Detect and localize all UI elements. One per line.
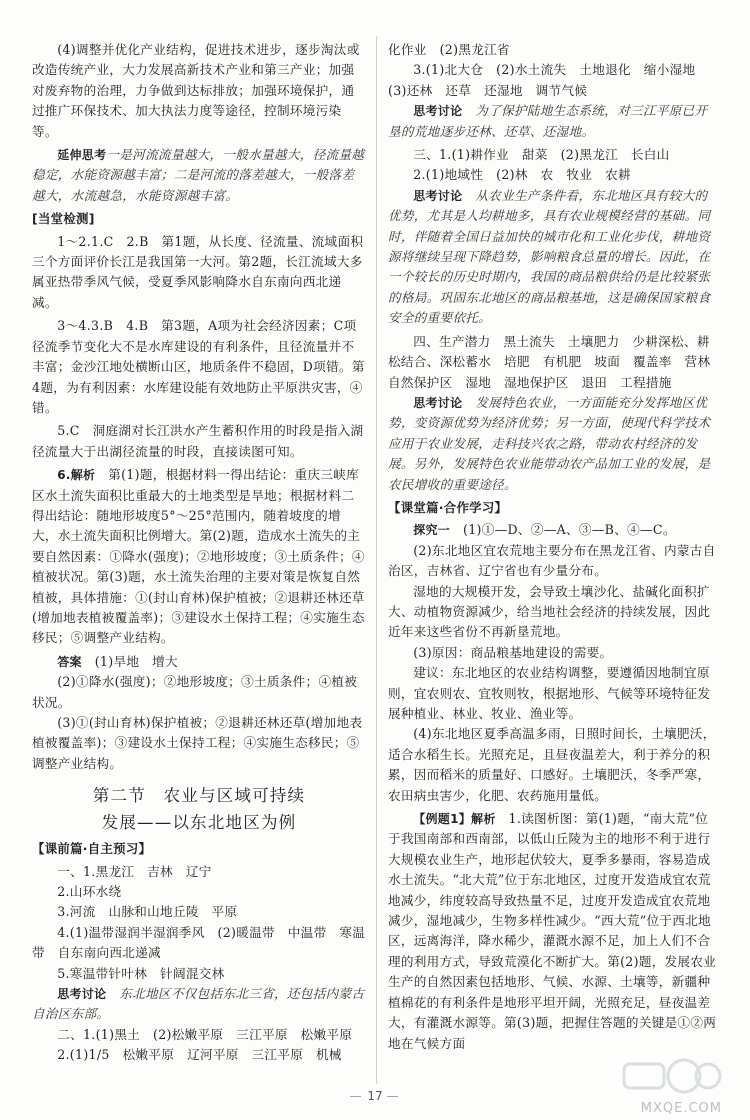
pre-class-heading: 【课前篇·自主预习】 xyxy=(32,841,152,857)
section-class-check: [当堂检测] xyxy=(32,211,95,227)
extended-thinking-label: 延伸思考 xyxy=(57,148,107,163)
think-discuss-2-text: 为了保护陆地生态系统，对三江平原已开垦的荒地逐步还林、还草、还湿地。 xyxy=(388,103,708,139)
right-column xyxy=(388,40,724,1078)
think-discuss-3-label: 思考讨论 xyxy=(413,188,463,203)
answer-b1: 二、1.(1)黑土 (2)松嫩平原 三江平原 松嫩平原 xyxy=(57,1026,353,1042)
think-discuss-4-text: 发展特色农业，一方面能充分发挥地区优势，变资源优势为经济优势；另一方面，使现代科学技术应用于农业发展，走科技兴农之路，带动农村经济的发展。另外，发展特色农业能带动农产品加工业的发展，是农民增收的重要途径。 xyxy=(388,394,711,492)
page-number: — 17 — xyxy=(349,1089,401,1103)
think-discuss-4-label: 思考讨论 xyxy=(413,395,463,410)
column-divider xyxy=(376,36,377,1084)
explore-e2b: 湿地的大规模开发，会导致土壤沙化、盐碱化面积扩大、动植物资源减少，给当地社会经济的持续发展，因此近年来这些省份不再新垦荒地。 xyxy=(388,583,711,640)
answer-q6-result-1 xyxy=(32,652,366,672)
answer-c2: 2.(1)地域性 (2)林 农 牧业 农耕 xyxy=(413,167,631,183)
think-discuss-4 xyxy=(388,393,720,495)
think-discuss-1-text: 东北地区不仅包括东北三省，还包括内蒙古自治区东部。 xyxy=(32,986,365,1022)
answer-q6-result-3: (3)①(封山育林)保护植被；②退耕还林还草(增加地表植被覆盖率)；③建设水土保持工程；④实施生态移民；⑤调整产业结构。 xyxy=(32,715,363,771)
answer-q6-analysis xyxy=(32,465,366,649)
explore-e2: (2)东北地区宜农荒地主要分布在黑龙江省、内蒙古自治区，吉林省、辽宁省也有少量分布。 xyxy=(388,542,716,579)
answer-a2: 2.山环水绕 xyxy=(57,884,122,900)
think-discuss-1 xyxy=(32,984,366,1025)
answer-q1-2: 1～2.1.C 2.B 第1题，从长度、径流量、流域面积三个方面评价长江是我国第一大河。第2题，长江流域大多属亚热带季风气候，受夏季风影响降水自东南向西北递减。 xyxy=(32,233,364,310)
answer-q5: 5.C 洞庭湖对长江洪水产生蓄积作用的时段是指入湖径流量大于出湖径流量的时段，直接读图可知。 xyxy=(32,423,364,459)
page-number-value: 17 xyxy=(367,1089,383,1103)
example-1-label: 【例题1】解析 xyxy=(413,812,496,827)
answer-1-text: (1)旱地 增大 xyxy=(94,653,178,669)
answer-b2: 2.(1)1/5 松嫩平原 辽河平原 三江平原 机械 xyxy=(57,1047,342,1063)
extended-thinking xyxy=(32,145,366,206)
section-title-line-1: 第二节 农业与区域可持续 xyxy=(92,786,306,806)
think-discuss-2-label: 思考讨论 xyxy=(413,104,463,119)
answer-c1: 三、1.(1)耕作业 甜菜 (2)黑龙江 长白山 xyxy=(413,147,670,163)
left-column xyxy=(32,40,366,1078)
answer-a4: 4.(1)温带湿润半湿润季风 (2)暖温带 中温带 寒温带 自东南向西北递减 xyxy=(32,924,366,961)
answer-a5: 5.寒温带针叶林 针阔混交林 xyxy=(57,965,225,981)
explore-e3b: 建议：东北地区的农业结构调整，要遵循因地制宜原则，宜农则农、宜牧则牧，根据地形、气候等环境特征发展种植业、林业、牧业、渔业等。 xyxy=(388,665,711,721)
explore-e4: (4)东北地区夏季高温多雨，日照时间长，土壤肥沃，适合水稻生长。光照充足，且昼夜温差大，利于养分的积累，因而稻米的质量好、口感好。土壤肥沃，冬季严寒，农田病虫害少，化肥、农药施用量低。 xyxy=(388,726,716,803)
answer-label: 答案 xyxy=(57,654,82,669)
example-1 xyxy=(388,809,720,1054)
answer-q6-result-2: (2)①降水(强度)；②地形坡度；③土质条件；④植被状况。 xyxy=(32,674,358,710)
paragraph-industry-structure: (4)调整并优化产业结构，促进技术进步，逐步淘汰或改造传统产业，大力发展高新技术产业和第三产业；加强对废弃物的治理，力争做到达标排放；加强环境保护，通过推广环保技术、加大执法力度等途径，控制环境污染等。 xyxy=(32,42,360,139)
explore-one xyxy=(388,520,720,540)
answer-d1: 四、生产潜力 黑土流失 土壤肥力 少耕深松、耕松结合、深松蓄水 培肥 有机肥 坡面 覆盖率 营林 自然保护区 湿地 湿地保护区 退田 工程措施 xyxy=(388,333,724,390)
explore-one-text: (1)①—D、②—A、③—B、④—C。 xyxy=(463,522,676,538)
think-discuss-3-text: 从农业生产条件看，东北地区具有较大的优势，尤其是人均耕地多，具有农业规模经营的基础。同时，伴随着全国日益加快的城市化和工业化步伐，耕地资源将继续呈现下降趋势，影响粮食总量的增长。因此，在一个较长的历史时期内，我国的商品粮供给仍是比较紧张的格局。巩固东北地区的商品粮基地，这是确保国家粮食安全的重要依托。 xyxy=(388,187,711,326)
explore-e3: (3)原因：商品粮基地建设的需要。 xyxy=(413,644,613,660)
answer-r1: 化作业 (2)黑龙江省 xyxy=(388,42,510,57)
section-title-line-2: 发展——以东北地区为例 xyxy=(101,813,297,833)
q6-label: 6.解析 xyxy=(57,468,96,483)
section-title xyxy=(32,782,366,836)
watermark-text: MXQE.COM xyxy=(640,1101,722,1116)
answer-r2: 3.(1)北大仓 (2)水土流失 土地退化 缩小湿地 (3)还林 还草 还湿地 调节气候 xyxy=(388,62,709,98)
answer-a3: 3.河流 山脉和山地丘陵 平原 xyxy=(57,904,238,920)
think-discuss-3 xyxy=(388,186,720,329)
q6-text: 第(1)题，根据材料一得出结论：重庆三峡库区水土流失面积比重最大的土地类型是旱地；根据材料二得出结论：随地形坡度5°～25°范围内，随着坡度的增大，水土流失面积比例增大。第(2)题，造成水土流失的主要自然因素：①降水(强度)；②地形坡度；③土质条件；④植被状况。第(3)题，水土流失治理的主要对策是恢复自然植被，具体措施：①(封山育林)保护植被；②退耕还林还草(增加地表植被覆盖率)；③建设水土保持工程；④实施生态移民；⑤调整产业结构。 xyxy=(32,467,365,646)
think-discuss-1-label: 思考讨论 xyxy=(57,987,107,1002)
example-1-text: 1.读图析图：第(1)题，“南大荒”位于我国南部和西南部，以低山丘陵为主的地形不利于进行大规模农业生产，地形起伏较大，夏季多暴雨，容易造成水土流失。“北大荒”位于东北地区，过度开发造成宜农荒地减少，纬度较高导致热量不足，过度开发造成宜农荒地减少，湿地减少，生物多样性减少。“西大荒”位于西北地区，远离海洋，降水稀少，灌溉水源不足，加上人们不合理的利用方式，导致荒漠化不断扩大。第(2)题，发展农业生产的自然因素包括地形、气候、水源、土壤等，新疆种植棉花的有利条件是地形平坦开阔，光照充足，昼夜温差大，有灌溉水源等。第(3)题，把握住答题的关键是①②两地在气候方面 xyxy=(388,811,717,1051)
extended-thinking-text: 一是河流流量越大，一般水量越大，径流量越稳定，水能资源越丰富；二是河流的落差越大，一般落差越大，水流越急，水能资源越丰富。 xyxy=(32,147,365,203)
in-class-heading: 【课堂篇·合作学习】 xyxy=(388,499,508,515)
explore-one-label: 探究一 xyxy=(413,523,451,538)
answer-q3-4: 3～4.3.B 4.B 第3题，A项为社会经济因素；C项径流季节变化大不是水库建设的有利条件，且径流量并不丰富；金沙江地处横断山区，地质条件不稳固，D项错。第4题，为有利因素：水库建设能有效地防止平原洪灾害，④错。 xyxy=(32,318,365,415)
think-discuss-2 xyxy=(388,101,720,142)
answer-a1: 一、1.黑龙江 吉林 辽宁 xyxy=(57,863,212,879)
watermark-logo-icon xyxy=(604,1056,724,1106)
